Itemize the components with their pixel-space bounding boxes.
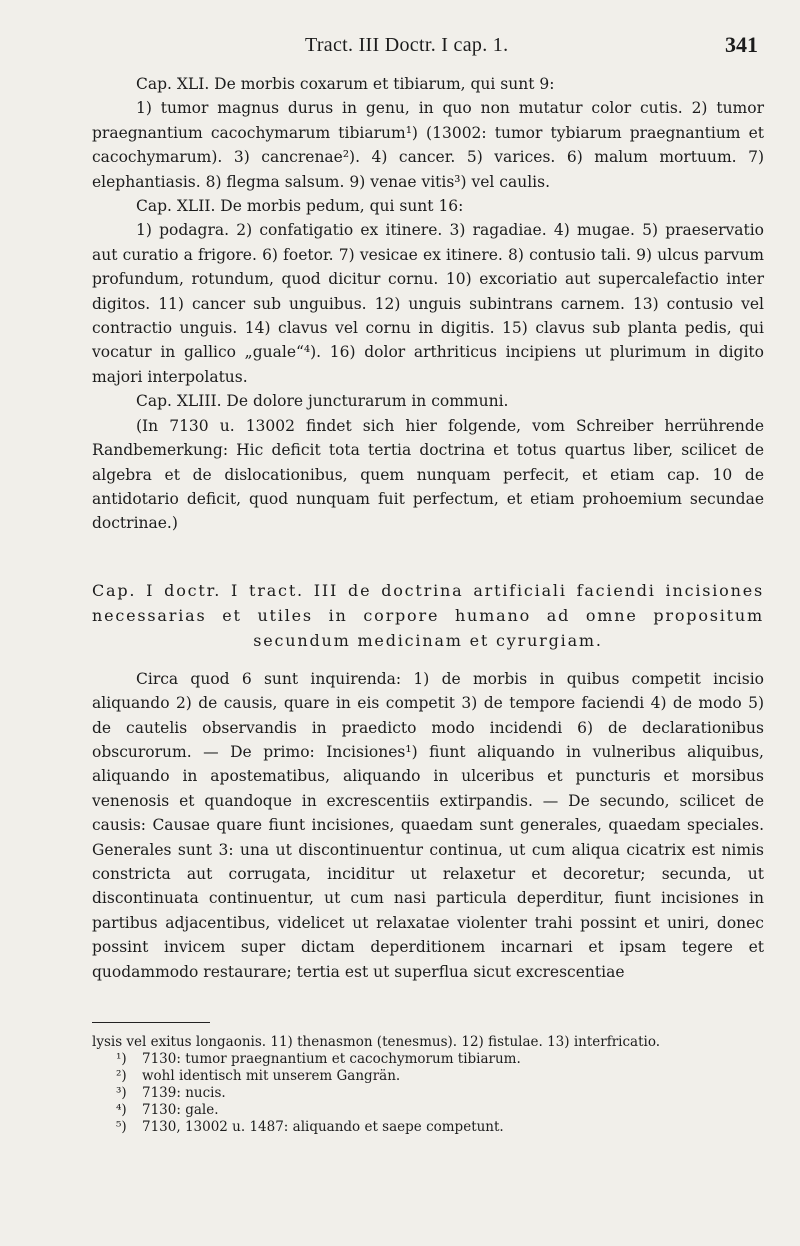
footnote-number: ¹) [116, 1051, 127, 1067]
footnote [92, 1051, 764, 1068]
running-head: Tract. III Doctr. I cap. 1. [305, 34, 509, 56]
body-text [92, 72, 764, 984]
chapter-heading-xli: Cap. XLI. De morbis coxarum et tibiarum, qui sunt 9: [136, 75, 555, 93]
footnote [92, 1068, 764, 1085]
footnotes [92, 1034, 764, 1136]
section-gap [92, 536, 764, 578]
footnote-text: 7139: nucis. [142, 1085, 226, 1101]
footnote-rule [92, 1022, 210, 1023]
footnote-text: 7130: gale. [142, 1102, 219, 1118]
footnote-continuation: lysis vel exitus longaonis. 11) thenasmon (tenesmus). 12) fistulae. 13) interfricatio. [92, 1034, 661, 1050]
main-paragraph: Circa quod 6 sunt inquirenda: 1) de morbis in quibus competit incisio aliquando 2) de causis, quare in eis competit 3) de tempore faciendi 4) de modo 5) de cautelis observandis in praedicto modo incidendi 6) de declarationibus obscurorum. — De primo: Incisiones¹) fiunt aliquando in vulneribus aliquibus, aliquando in apostematibus, aliquando in ulceribus et puncturis et morsibus venenosis et quandoque in excrescentiis extirpandis. — De secundo, scilicet de causis: Causae quare fiunt incisiones, quaedam sunt generales, quaedam speciales. Generales sunt 3: una ut discontinuentur continua, ut cum aliqua cicatrix est nimis constricta aut corrugata, inciditur ut relaxetur et decoretur; secunda, ut discontinuata continuentur, ut cum nasi particula deperditur, fiunt incisiones in partibus adjacentibus, videlicet ut relaxatae violenter trahi possint et uniri, donec possint invicem super dictam deperditionem incarnari et ipsam tegere et quodammodo restaurare; tertia est ut superflua sicut excrescentiae [92, 669, 764, 981]
footnote-number: ⁴) [116, 1102, 127, 1118]
footnote-number: ²) [116, 1068, 127, 1084]
footnote-number: ³) [116, 1085, 127, 1101]
footnote-text: 7130: tumor praegnantium et cacochymorum tibiarum. [142, 1051, 521, 1067]
footnote-text: 7130, 13002 u. 1487: aliquando et saepe competunt. [142, 1119, 504, 1135]
chapter-heading-xliii: Cap. XLIII. De dolore juncturarum in communi. [136, 392, 509, 411]
footnote-number: ⁵) [116, 1119, 127, 1135]
paragraph: 1) tumor magnus durus in genu, in quo non mutatur color cutis. 2) tumor praegnantium cacochymarum tibiarum¹) (13002: tumor tybiarum praegnantium et cacochymarum). 3) cancrenae²). 4) cancer. 5) varices. 6) malum mortuum. 7) elephantiasis. 8) flegma salsum. 9) venae vitis³) vel caulis. [92, 99, 764, 191]
chapter-heading-xlii: Cap. XLII. De morbis pedum, qui sunt 16: [136, 197, 464, 216]
title-gap [92, 653, 764, 667]
marginal-note-paragraph: (In 7130 u. 13002 findet sich hier folgende, vom Schreiber herrührende Randbemerkung: Hic deficit tota tertia doctrina et totus quartus liber, scilicet de algebra et de dislocationibus, quem nunquam perfecit, et etiam cap. 10 de antidotario deficit, quod nunquam fuit perfectum, et etiam prohoemium secundae doctrinae.) [92, 416, 764, 533]
footnote [92, 1085, 764, 1102]
footnote [92, 1102, 764, 1119]
chapter-title: Cap. I doctr. I tract. III de doctrina artificiali faciendi incisiones necessarias et utiles in corpore humano ad omne propositum secundum medicinam et cyrurgiam. [92, 580, 764, 650]
page-header [0, 30, 800, 60]
footnote [92, 1119, 764, 1136]
footnote-text: wohl identisch mit unserem Gangrän. [142, 1068, 401, 1084]
paragraph: 1) podagra. 2) confatigatio ex itinere. 3) ragadiae. 4) mugae. 5) praeservatio aut curatio a frigore. 6) foetor. 7) vesicae ex itinere. 8) contusio tali. 9) ulcus parvum profundum, rotundum, quod dicitur cornu. 10) excoriatio aut supercalefactio inter digitos. 11) cancer sub unguibus. 12) unguis subintrans carnem. 13) contusio vel contractio unguis. 14) clavus vel cornu in digitis. 15) clavus sub planta pedis, qui vocatur in gallico „guale“⁴). 16) dolor arthriticus incipiens ut plurimum in digito majori interpolatus. [92, 221, 764, 386]
page-number: 341 [725, 32, 758, 57]
